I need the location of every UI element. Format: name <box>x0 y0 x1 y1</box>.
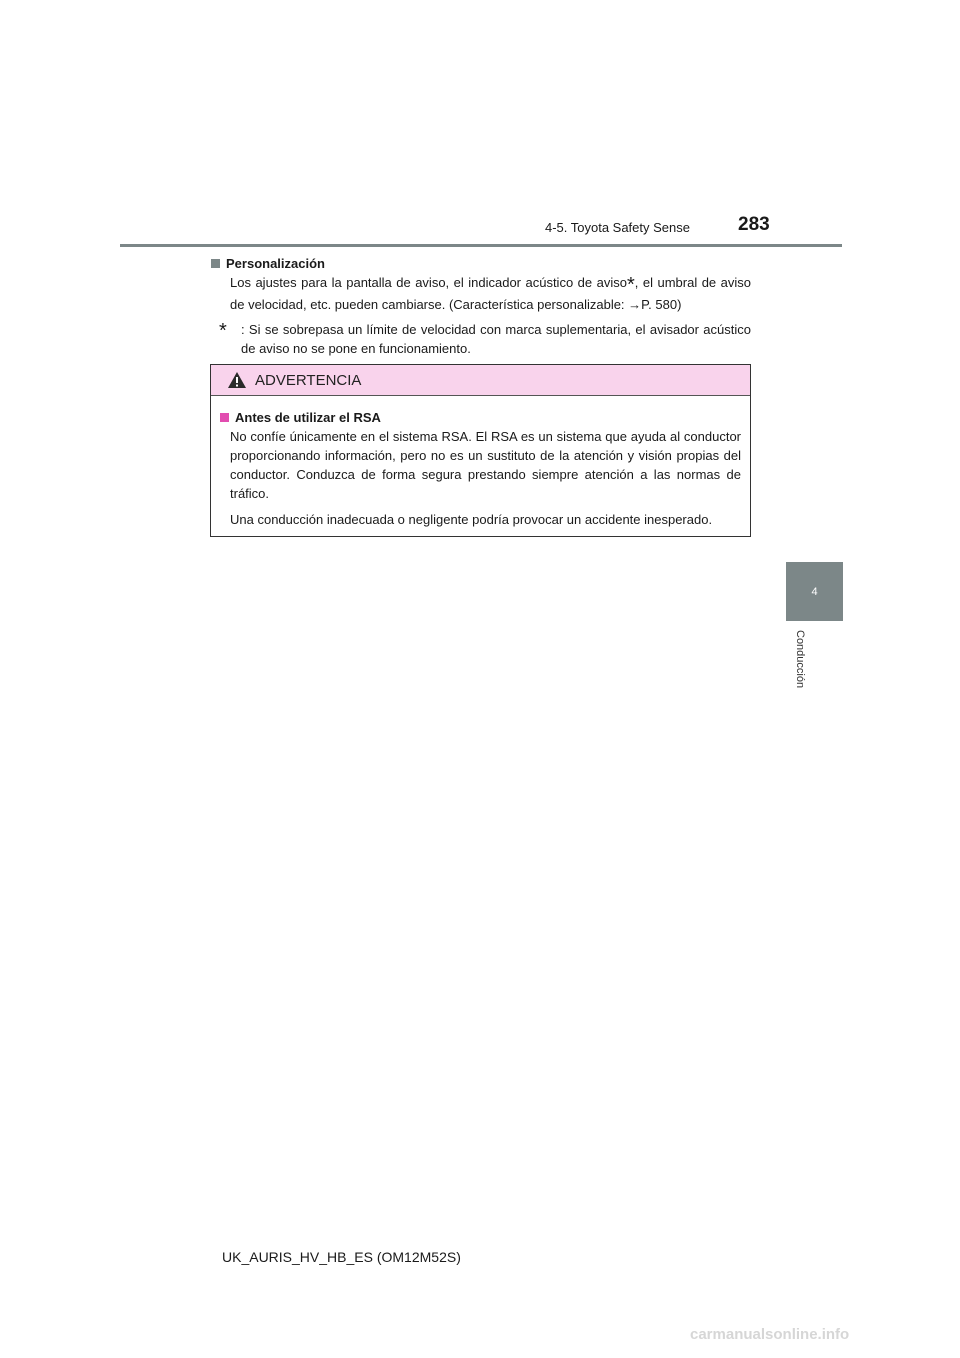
warning-paragraph: No confíe únicamente en el sistema RSA. El RSA es un sistema que ayuda al conductor proporcionando información, pero no es un sustituto de la atención y visión propias del conductor. Conduzca de forma segura prestando siempre atención a las normas de tráfico. <box>230 429 741 501</box>
warning-body <box>211 396 750 529</box>
chapter-number: 4 <box>811 585 818 598</box>
main-content <box>211 254 751 358</box>
footnote-text: : Si se sobrepasa un límite de velocidad con marca suplementaria, el avisador acústico de aviso no se pone en funcionamiento. <box>241 322 751 356</box>
document-code: UK_AURIS_HV_HB_ES (OM12M52S) <box>222 1249 461 1265</box>
chapter-tab <box>786 562 843 621</box>
section-heading <box>211 254 751 273</box>
chapter-label: Conducción <box>794 630 806 689</box>
footnote <box>219 320 751 358</box>
header-rule <box>120 244 842 247</box>
watermark: carmanualsonline.info <box>690 1326 850 1343</box>
section-title: 4-5. Toyota Safety Sense <box>544 220 690 235</box>
footnote-asterisk: * <box>219 320 227 342</box>
square-bullet-icon <box>211 259 220 268</box>
heading-text: Personalización <box>226 256 325 271</box>
page-number: 283 <box>738 214 770 235</box>
warning-heading <box>220 408 741 427</box>
paragraph-text-start: Los ajustes para la pantalla de aviso, el indicador acústico de aviso <box>230 275 627 290</box>
warning-header <box>211 365 750 396</box>
pink-square-bullet-icon <box>220 413 229 422</box>
paragraph-text-end: , el umbral de aviso de velocidad, etc. pueden cambiarse. (Característica personalizable: →P. 580) <box>230 275 751 312</box>
asterisk-footnote-mark: * <box>626 274 635 296</box>
warning-box <box>210 364 751 537</box>
warning-title: ADVERTENCIA <box>255 371 362 389</box>
warning-triangle-icon <box>227 371 247 389</box>
warning-paragraph: Una conducción inadecuada o negligente podría provocar un accidente inesperado. <box>230 512 713 527</box>
customization-paragraph <box>230 273 751 314</box>
warning-heading-text: Antes de utilizar el RSA <box>235 410 381 425</box>
